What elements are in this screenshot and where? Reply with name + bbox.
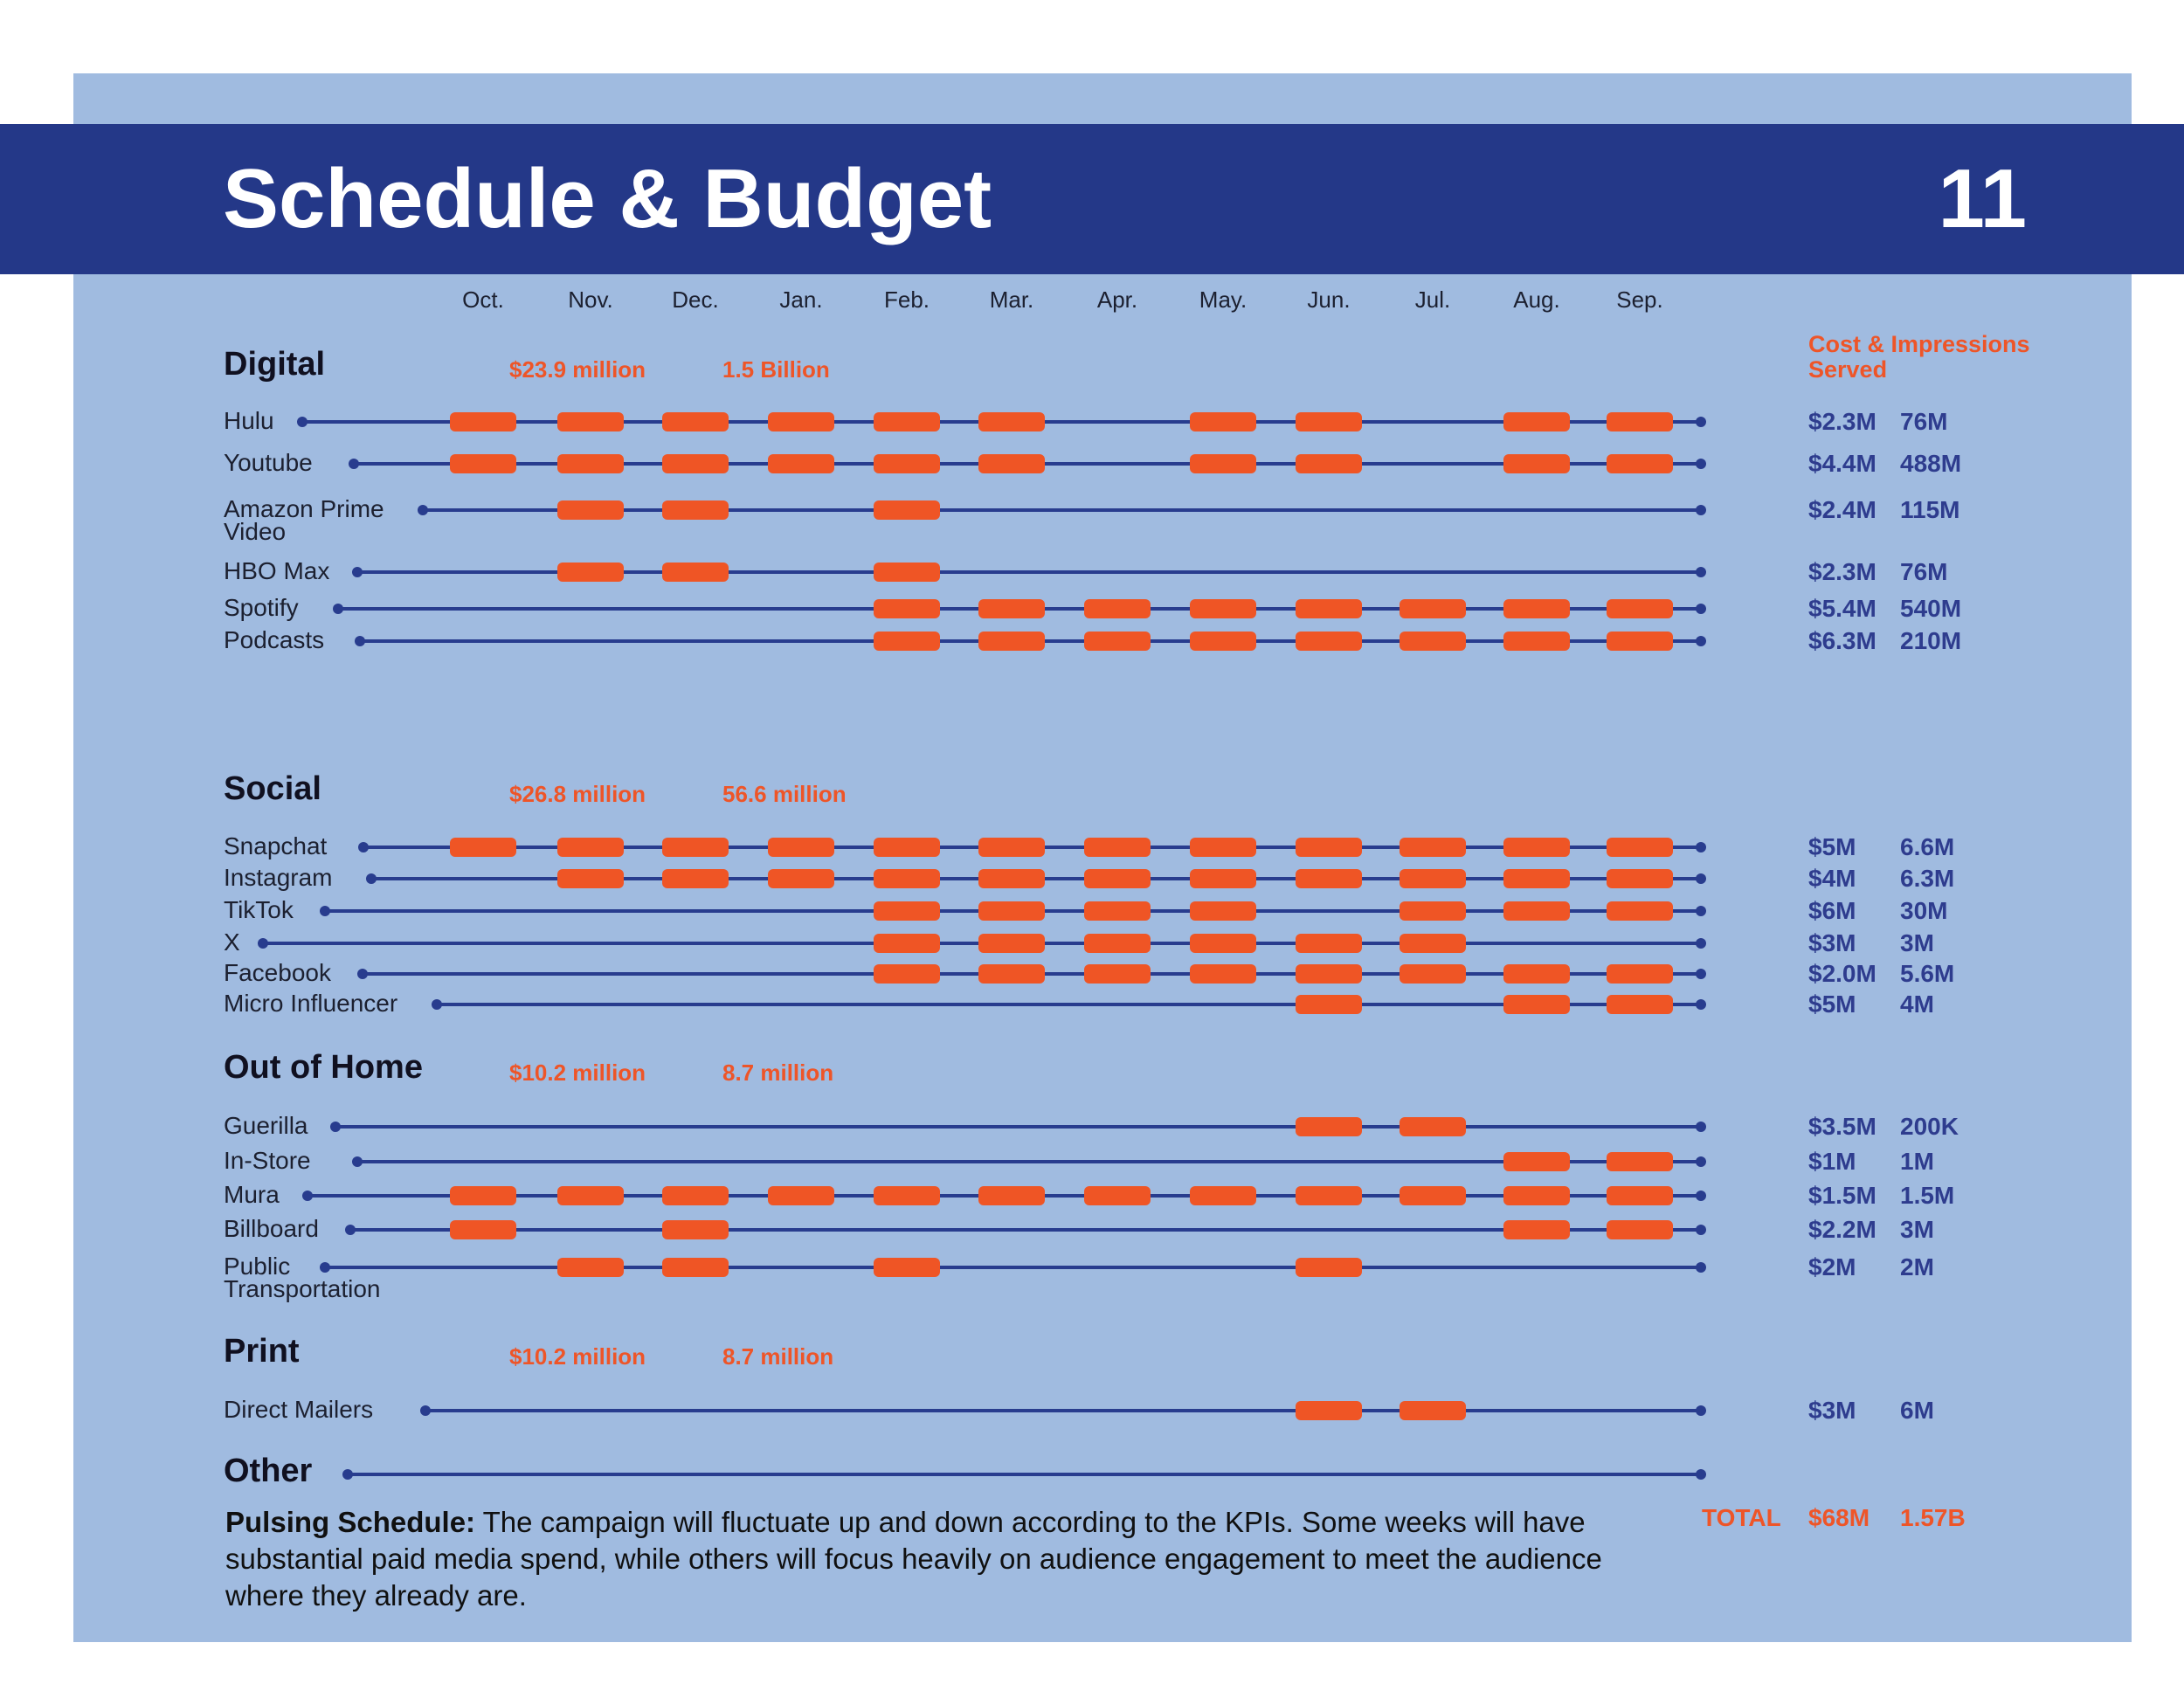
flight-bar-snapchat-mar: [978, 838, 1045, 857]
flight-bar-x-jun: [1296, 934, 1362, 953]
row-cost-mura: $1.5M: [1808, 1182, 1876, 1209]
flight-bar-facebook-jul: [1400, 964, 1466, 984]
flight-bar-tiktok-may: [1190, 901, 1256, 921]
row-cost-tiktok: $6M: [1808, 897, 1856, 924]
note-heading: Pulsing Schedule:: [225, 1506, 476, 1538]
row-label-tiktok: TikTok: [224, 896, 294, 923]
row-label-public-transportation: Public Transportation: [224, 1253, 381, 1302]
timeline-start-dot-spotify: [333, 604, 343, 614]
flight-bar-hbo-max-feb: [874, 563, 940, 582]
flight-bar-snapchat-feb: [874, 838, 940, 857]
timeline-start-dot-facebook: [357, 969, 368, 979]
note-text: The campaign will fluctuate up and down according to the KPIs. Some weeks will have substantial paid media spend, while others will focus heavily on audience engagement to meet the audience where they already are.: [225, 1506, 1602, 1612]
row-cost-snapchat: $5M: [1808, 833, 1856, 860]
flight-bar-amazon-prime-video-nov: [557, 500, 624, 520]
flight-bar-mura-mar: [978, 1186, 1045, 1205]
flight-bar-spotify-mar: [978, 599, 1045, 618]
row-label-x: X: [224, 928, 240, 956]
flight-bar-x-may: [1190, 934, 1256, 953]
flight-bar-podcasts-jun: [1296, 632, 1362, 651]
flight-bar-podcasts-mar: [978, 632, 1045, 651]
month-label-jul: Jul.: [1414, 286, 1451, 313]
flight-bar-mura-apr: [1084, 1186, 1151, 1205]
timeline-end-dot-mura: [1696, 1191, 1706, 1201]
flight-bar-billboard-aug: [1503, 1220, 1570, 1239]
timeline-start-dot-amazon-prime-video: [418, 505, 428, 515]
row-cost-instagram: $4M: [1808, 865, 1856, 892]
month-label-aug: Aug.: [1513, 286, 1560, 313]
flight-bar-facebook-jun: [1296, 964, 1362, 984]
timeline-start-dot-other: [342, 1469, 353, 1480]
row-impressions-mura: 1.5M: [1900, 1182, 1955, 1209]
row-label-amazon-prime-video: Amazon Prime Video: [224, 495, 384, 545]
flight-bar-direct-mailers-jul: [1400, 1401, 1466, 1420]
row-impressions-micro-influencer: 4M: [1900, 990, 1934, 1018]
section-cost-out-of-home: $10.2 million: [509, 1060, 646, 1086]
timeline-end-dot-in-store: [1696, 1156, 1706, 1167]
timeline-start-dot-tiktok: [320, 906, 330, 916]
row-impressions-instagram: 6.3M: [1900, 865, 1955, 892]
flight-bar-guerilla-jul: [1400, 1117, 1466, 1136]
row-cost-hulu: $2.3M: [1808, 408, 1876, 435]
flight-bar-hbo-max-dec: [662, 563, 729, 582]
flight-bar-hulu-nov: [557, 412, 624, 431]
flight-bar-snapchat-oct: [450, 838, 516, 857]
total-label: TOTAL: [1702, 1504, 1781, 1531]
timeline-start-dot-podcasts: [355, 636, 365, 646]
cost-impressions-header: Cost & Impressions Served: [1808, 331, 2030, 383]
flight-bar-tiktok-sep: [1607, 901, 1673, 921]
row-cost-public-transportation: $2M: [1808, 1253, 1856, 1280]
flight-bar-mura-dec: [662, 1186, 729, 1205]
row-impressions-snapchat: 6.6M: [1900, 833, 1955, 860]
row-label-podcasts: Podcasts: [224, 626, 325, 653]
month-label-sep: Sep.: [1616, 286, 1663, 313]
row-label-hulu: Hulu: [224, 407, 274, 434]
month-label-nov: Nov.: [568, 286, 613, 313]
flight-bar-instagram-jul: [1400, 869, 1466, 888]
flight-bar-instagram-aug: [1503, 869, 1570, 888]
total-impressions: 1.57B: [1900, 1504, 1966, 1531]
row-impressions-podcasts: 210M: [1900, 627, 1962, 654]
section-cost-digital: $23.9 million: [509, 356, 646, 383]
flight-bar-mura-aug: [1503, 1186, 1570, 1205]
page-number: 11: [1938, 152, 2027, 245]
flight-bar-public-transportation-nov: [557, 1258, 624, 1277]
month-label-oct: Oct.: [462, 286, 504, 313]
flight-bar-mura-jan: [768, 1186, 834, 1205]
flight-bar-snapchat-may: [1190, 838, 1256, 857]
timeline-start-dot-public-transportation: [320, 1262, 330, 1273]
page-title: Schedule & Budget: [223, 152, 992, 245]
flight-bar-mura-sep: [1607, 1186, 1673, 1205]
row-impressions-amazon-prime-video: 115M: [1900, 496, 1960, 523]
total-cost: $68M: [1808, 1504, 1870, 1531]
section-title-social: Social: [224, 770, 321, 807]
flight-bar-mura-oct: [450, 1186, 516, 1205]
row-impressions-public-transportation: 2M: [1900, 1253, 1934, 1280]
row-impressions-hbo-max: 76M: [1900, 558, 1948, 585]
section-title-other: Other: [224, 1453, 313, 1489]
timeline-end-dot-hulu: [1696, 417, 1706, 427]
row-impressions-tiktok: 30M: [1900, 897, 1948, 924]
flight-bar-x-mar: [978, 934, 1045, 953]
timeline-end-dot-snapchat: [1696, 842, 1706, 852]
flight-bar-amazon-prime-video-dec: [662, 500, 729, 520]
flight-bar-youtube-jan: [768, 454, 834, 473]
timeline-start-dot-x: [258, 938, 268, 949]
month-label-apr: Apr.: [1096, 286, 1138, 313]
flight-bar-hulu-oct: [450, 412, 516, 431]
flight-bar-snapchat-apr: [1084, 838, 1151, 857]
flight-bar-podcasts-apr: [1084, 632, 1151, 651]
flight-bar-podcasts-sep: [1607, 632, 1673, 651]
timeline-start-dot-billboard: [345, 1225, 356, 1235]
timeline-line-billboard: [350, 1228, 1701, 1232]
row-impressions-hulu: 76M: [1900, 408, 1948, 435]
flight-bar-micro-influencer-sep: [1607, 995, 1673, 1014]
month-label-dec: Dec.: [672, 286, 719, 313]
timeline-line-in-store: [357, 1160, 1701, 1163]
flight-bar-hulu-jan: [768, 412, 834, 431]
flight-bar-youtube-oct: [450, 454, 516, 473]
flight-bar-spotify-sep: [1607, 599, 1673, 618]
flight-bar-instagram-jun: [1296, 869, 1362, 888]
row-cost-billboard: $2.2M: [1808, 1216, 1876, 1243]
flight-bar-facebook-mar: [978, 964, 1045, 984]
pulsing-schedule-note: [225, 1504, 1658, 1614]
flight-bar-public-transportation-dec: [662, 1258, 729, 1277]
row-label-in-store: In-Store: [224, 1147, 311, 1174]
row-impressions-facebook: 5.6M: [1900, 960, 1955, 987]
flight-bar-mura-jul: [1400, 1186, 1466, 1205]
flight-bar-mura-nov: [557, 1186, 624, 1205]
timeline-end-dot-instagram: [1696, 873, 1706, 884]
flight-bar-micro-influencer-jun: [1296, 995, 1362, 1014]
flight-bar-spotify-apr: [1084, 599, 1151, 618]
flight-bar-youtube-dec: [662, 454, 729, 473]
row-cost-in-store: $1M: [1808, 1148, 1856, 1175]
flight-bar-youtube-jun: [1296, 454, 1362, 473]
flight-bar-amazon-prime-video-feb: [874, 500, 940, 520]
flight-bar-spotify-jul: [1400, 599, 1466, 618]
flight-bar-snapchat-dec: [662, 838, 729, 857]
row-cost-podcasts: $6.3M: [1808, 627, 1876, 654]
row-label-mura: Mura: [224, 1181, 280, 1208]
flight-bar-hulu-dec: [662, 412, 729, 431]
row-impressions-spotify: 540M: [1900, 595, 1962, 622]
timeline-end-dot-youtube: [1696, 459, 1706, 469]
flight-bar-x-jul: [1400, 934, 1466, 953]
flight-bar-youtube-feb: [874, 454, 940, 473]
flight-bar-snapchat-nov: [557, 838, 624, 857]
month-label-jan: Jan.: [779, 286, 823, 313]
row-label-direct-mailers: Direct Mailers: [224, 1396, 374, 1423]
row-label-hbo-max: HBO Max: [224, 557, 330, 584]
flight-bar-billboard-sep: [1607, 1220, 1673, 1239]
flight-bar-in-store-sep: [1607, 1152, 1673, 1171]
timeline-end-dot-podcasts: [1696, 636, 1706, 646]
row-impressions-in-store: 1M: [1900, 1148, 1934, 1175]
row-label-spotify: Spotify: [224, 594, 299, 621]
row-cost-amazon-prime-video: $2.4M: [1808, 496, 1876, 523]
flight-bar-facebook-sep: [1607, 964, 1673, 984]
flight-bar-facebook-may: [1190, 964, 1256, 984]
flight-bar-snapchat-jul: [1400, 838, 1466, 857]
flight-bar-mura-jun: [1296, 1186, 1362, 1205]
flight-bar-podcasts-jul: [1400, 632, 1466, 651]
row-label-micro-influencer: Micro Influencer: [224, 990, 398, 1017]
timeline-line-public-transportation: [325, 1266, 1701, 1269]
flight-bar-hbo-max-nov: [557, 563, 624, 582]
flight-bar-tiktok-mar: [978, 901, 1045, 921]
flight-bar-x-apr: [1084, 934, 1151, 953]
section-cost-print: $10.2 million: [509, 1343, 646, 1370]
timeline-end-dot-billboard: [1696, 1225, 1706, 1235]
flight-bar-instagram-feb: [874, 869, 940, 888]
timeline-start-dot-snapchat: [358, 842, 369, 852]
row-cost-facebook: $2.0M: [1808, 960, 1876, 987]
timeline-line-other: [348, 1473, 1701, 1476]
timeline-end-dot-direct-mailers: [1696, 1405, 1706, 1416]
flight-bar-snapchat-aug: [1503, 838, 1570, 857]
timeline-line-guerilla: [335, 1125, 1701, 1129]
row-label-guerilla: Guerilla: [224, 1112, 308, 1139]
flight-bar-facebook-feb: [874, 964, 940, 984]
timeline-start-dot-micro-influencer: [432, 999, 442, 1010]
row-impressions-direct-mailers: 6M: [1900, 1397, 1934, 1424]
row-cost-direct-mailers: $3M: [1808, 1397, 1856, 1424]
row-cost-youtube: $4.4M: [1808, 450, 1876, 477]
flight-bar-mura-may: [1190, 1186, 1256, 1205]
timeline-end-dot-tiktok: [1696, 906, 1706, 916]
flight-bar-billboard-dec: [662, 1220, 729, 1239]
row-cost-hbo-max: $2.3M: [1808, 558, 1876, 585]
month-label-feb: Feb.: [883, 286, 930, 313]
flight-bar-youtube-sep: [1607, 454, 1673, 473]
flight-bar-tiktok-aug: [1503, 901, 1570, 921]
flight-bar-spotify-may: [1190, 599, 1256, 618]
flight-bar-podcasts-feb: [874, 632, 940, 651]
timeline-line-direct-mailers: [425, 1409, 1701, 1412]
flight-bar-micro-influencer-aug: [1503, 995, 1570, 1014]
timeline-start-dot-mura: [302, 1191, 313, 1201]
flight-bar-spotify-aug: [1503, 599, 1570, 618]
section-title-out-of-home: Out of Home: [224, 1049, 423, 1086]
flight-bar-hulu-sep: [1607, 412, 1673, 431]
flight-bar-snapchat-sep: [1607, 838, 1673, 857]
flight-bar-facebook-apr: [1084, 964, 1151, 984]
flight-bar-billboard-oct: [450, 1220, 516, 1239]
timeline-end-dot-micro-influencer: [1696, 999, 1706, 1010]
timeline-end-dot-public-transportation: [1696, 1262, 1706, 1273]
flight-bar-instagram-dec: [662, 869, 729, 888]
month-label-may: May.: [1199, 286, 1248, 313]
timeline-end-dot-facebook: [1696, 969, 1706, 979]
row-cost-micro-influencer: $5M: [1808, 990, 1856, 1018]
timeline-start-dot-direct-mailers: [420, 1405, 431, 1416]
flight-bar-direct-mailers-jun: [1296, 1401, 1362, 1420]
flight-bar-youtube-may: [1190, 454, 1256, 473]
flight-bar-tiktok-apr: [1084, 901, 1151, 921]
timeline-start-dot-instagram: [366, 873, 377, 884]
timeline-start-dot-in-store: [352, 1156, 363, 1167]
month-label-jun: Jun.: [1307, 286, 1351, 313]
section-impressions-social: 56.6 million: [722, 781, 847, 807]
flight-bar-public-transportation-feb: [874, 1258, 940, 1277]
flight-bar-mura-feb: [874, 1186, 940, 1205]
section-impressions-print: 8.7 million: [722, 1343, 834, 1370]
row-cost-spotify: $5.4M: [1808, 595, 1876, 622]
timeline-end-dot-other: [1696, 1469, 1706, 1480]
flight-bar-hulu-jun: [1296, 412, 1362, 431]
flight-bar-hulu-may: [1190, 412, 1256, 431]
flight-bar-in-store-aug: [1503, 1152, 1570, 1171]
timeline-start-dot-guerilla: [330, 1122, 341, 1132]
flight-bar-tiktok-jul: [1400, 901, 1466, 921]
section-title-digital: Digital: [224, 346, 326, 383]
flight-bar-tiktok-feb: [874, 901, 940, 921]
flight-bar-hulu-feb: [874, 412, 940, 431]
flight-bar-instagram-nov: [557, 869, 624, 888]
row-cost-guerilla: $3.5M: [1808, 1113, 1876, 1140]
flight-bar-snapchat-jun: [1296, 838, 1362, 857]
section-title-print: Print: [224, 1333, 300, 1370]
flight-bar-hulu-mar: [978, 412, 1045, 431]
section-impressions-out-of-home: 8.7 million: [722, 1060, 834, 1086]
section-cost-social: $26.8 million: [509, 781, 646, 807]
flight-bar-instagram-apr: [1084, 869, 1151, 888]
month-label-mar: Mar.: [989, 286, 1034, 313]
row-impressions-youtube: 488M: [1900, 450, 1962, 477]
flight-bar-instagram-may: [1190, 869, 1256, 888]
flight-bar-x-feb: [874, 934, 940, 953]
flight-bar-snapchat-jan: [768, 838, 834, 857]
flight-bar-facebook-aug: [1503, 964, 1570, 984]
row-label-snapchat: Snapchat: [224, 832, 328, 859]
flight-bar-spotify-feb: [874, 599, 940, 618]
flight-bar-instagram-jan: [768, 869, 834, 888]
row-cost-x: $3M: [1808, 929, 1856, 956]
timeline-end-dot-hbo-max: [1696, 567, 1706, 577]
timeline-end-dot-guerilla: [1696, 1122, 1706, 1132]
flight-bar-spotify-jun: [1296, 599, 1362, 618]
timeline-start-dot-hulu: [297, 417, 308, 427]
flight-bar-youtube-mar: [978, 454, 1045, 473]
section-impressions-digital: 1.5 Billion: [722, 356, 830, 383]
row-impressions-billboard: 3M: [1900, 1216, 1934, 1243]
timeline-end-dot-x: [1696, 938, 1706, 949]
flight-bar-podcasts-aug: [1503, 632, 1570, 651]
timeline-end-dot-spotify: [1696, 604, 1706, 614]
row-label-facebook: Facebook: [224, 959, 331, 986]
timeline-start-dot-hbo-max: [352, 567, 363, 577]
timeline-end-dot-amazon-prime-video: [1696, 505, 1706, 515]
timeline-start-dot-youtube: [349, 459, 359, 469]
row-impressions-x: 3M: [1900, 929, 1934, 956]
row-impressions-guerilla: 200K: [1900, 1113, 1959, 1140]
flight-bar-youtube-nov: [557, 454, 624, 473]
flight-bar-youtube-aug: [1503, 454, 1570, 473]
flight-bar-hulu-aug: [1503, 412, 1570, 431]
row-label-instagram: Instagram: [224, 864, 333, 891]
flight-bar-guerilla-jun: [1296, 1117, 1362, 1136]
flight-bar-instagram-mar: [978, 869, 1045, 888]
flight-bar-podcasts-may: [1190, 632, 1256, 651]
flight-bar-public-transportation-jun: [1296, 1258, 1362, 1277]
row-label-billboard: Billboard: [224, 1215, 319, 1242]
row-label-youtube: Youtube: [224, 449, 313, 476]
flight-bar-instagram-sep: [1607, 869, 1673, 888]
